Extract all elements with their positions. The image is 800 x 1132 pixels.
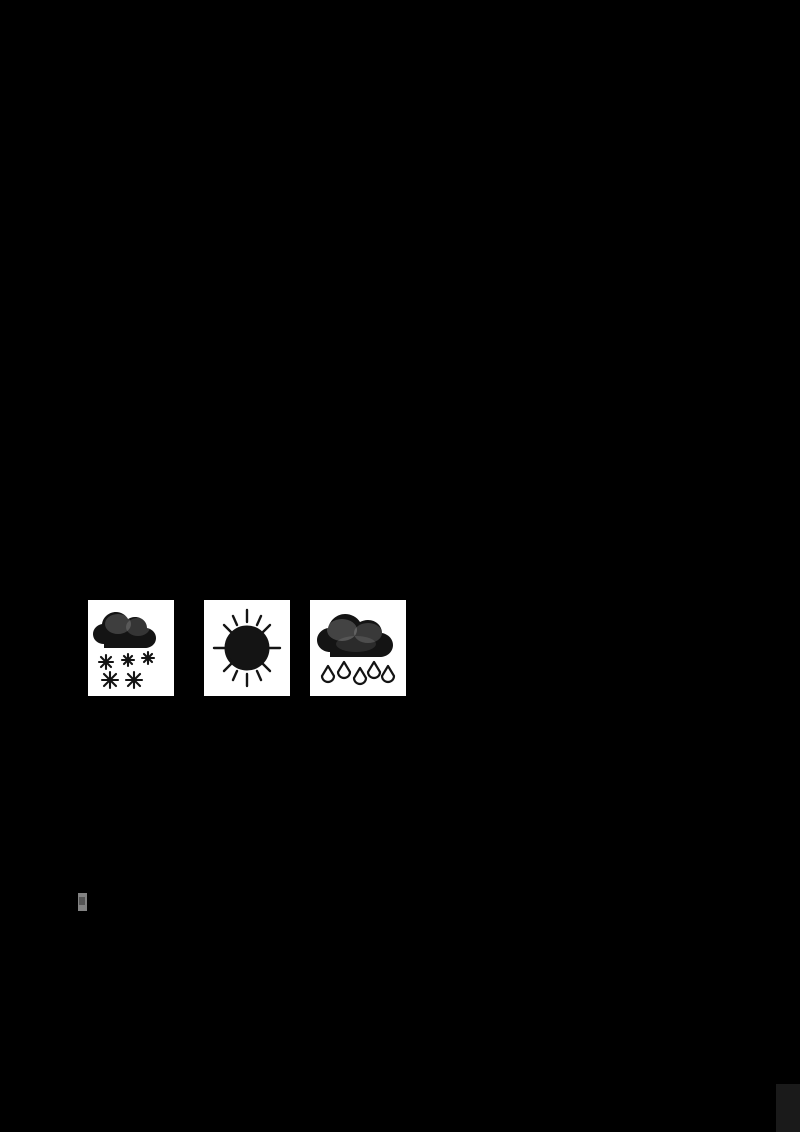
sun-icon: [204, 600, 290, 696]
rain-cloud-icon: [310, 600, 406, 696]
snow-cloud-icon: [88, 600, 174, 696]
strip-gap-2: [290, 600, 310, 696]
strip-gap: [174, 600, 204, 696]
weather-icon-strip: [88, 600, 406, 696]
page-artifact: [78, 893, 87, 911]
page-corner-edge: [776, 1084, 800, 1132]
